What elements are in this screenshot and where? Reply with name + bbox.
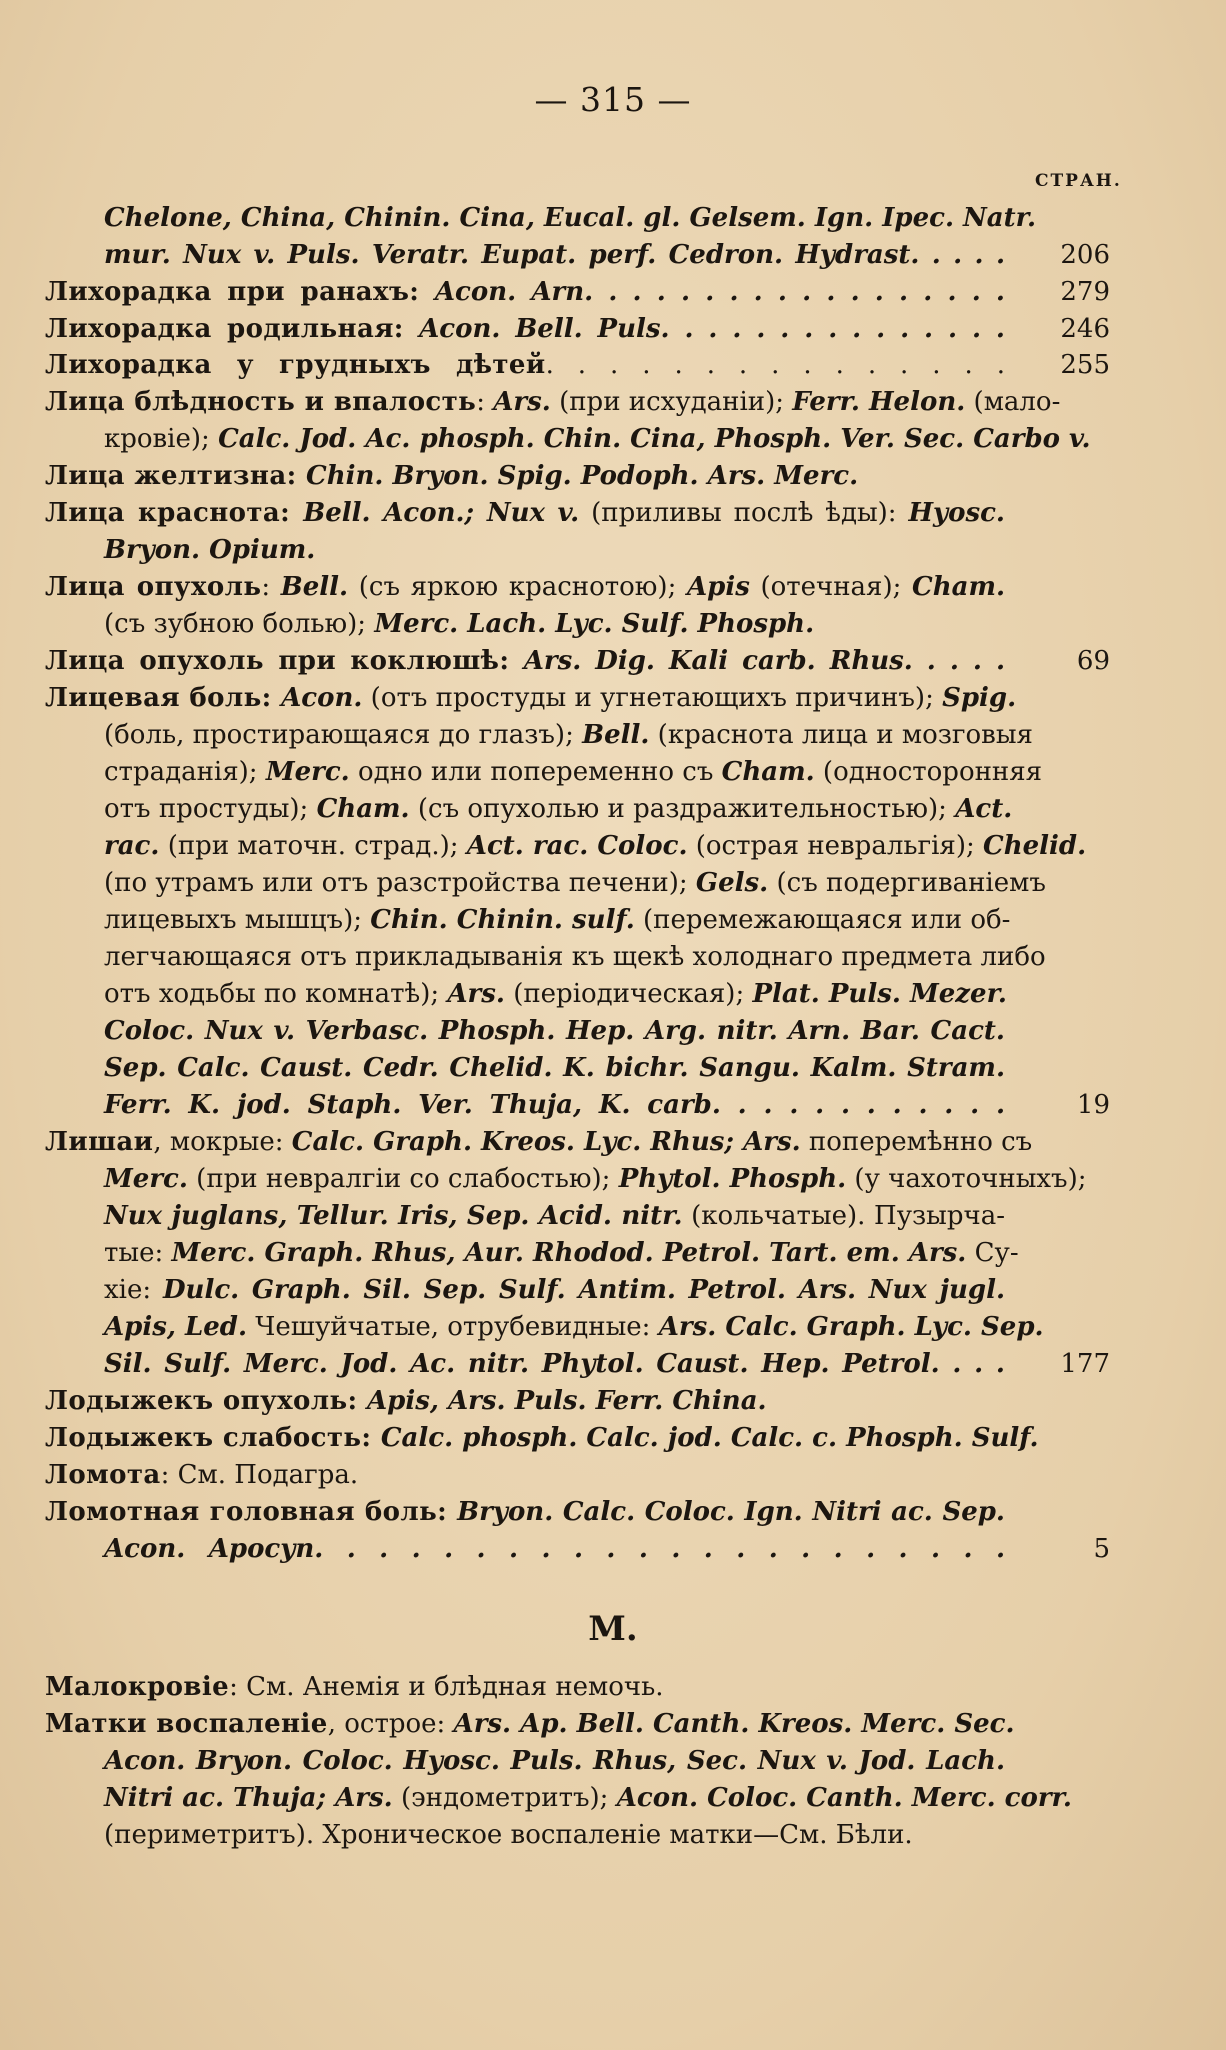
entry-heading: Лихорадка у грудныхъ дѣтей: [45, 350, 546, 380]
remedy-list: Act. rac. Coloc.: [466, 831, 688, 861]
remedy-list: Acon. Arn. . . . . . . . . . . . . . . . . .: [434, 277, 1005, 307]
entry-text: (отъ простуды и угнетающихъ причинъ);: [362, 683, 943, 713]
entry-line: [104, 1272, 1005, 1308]
entry-text: (періодическая);: [504, 979, 753, 1009]
entry-line: [45, 384, 1061, 420]
entry-heading: Лица опухоль: [45, 572, 262, 602]
page-reference: 246: [1060, 314, 1110, 344]
entry-heading: Лихорадка при ранахъ:: [45, 277, 435, 307]
entry-line: [104, 200, 1037, 236]
entry-text: страданія);: [104, 757, 266, 787]
entry-text: (по утрамъ или отъ разстройства печени);: [104, 868, 696, 898]
entry-text: (односторонняя: [814, 757, 1043, 787]
entry-text: отъ простуды);: [104, 794, 317, 824]
entry-line: [45, 1124, 1033, 1160]
entry-line: [104, 1013, 1005, 1049]
entry-line: [45, 347, 1005, 383]
entry-heading: Ломота: [45, 1460, 161, 1490]
entry-text: (при исхуданіи);: [550, 387, 793, 417]
entry-line: [104, 1161, 1087, 1197]
entry-text: (краснота лица и мозговыя: [649, 720, 1033, 750]
entry-line: [104, 1743, 1005, 1779]
remedy-list: Chin. Bryon. Spig. Podoph. Ars. Merc.: [306, 461, 859, 491]
remedy-list: Nitri ac. Thuja; Ars.: [104, 1783, 393, 1813]
entry-line: [45, 495, 1005, 531]
remedy-list: Cham.: [912, 572, 1006, 602]
entry-text: (отечная);: [749, 572, 912, 602]
entry-text: , острое:: [327, 1709, 454, 1739]
entry-line: [104, 1309, 1044, 1345]
entry-heading: Лодыжекъ опухоль:: [45, 1386, 367, 1416]
entry-line: [45, 458, 1005, 494]
entry-heading: Малокровіе: [45, 1672, 230, 1702]
remedy-list: Cham.: [721, 757, 815, 787]
remedy-list: Chelid.: [983, 831, 1087, 861]
remedy-list: Bell. Acon.; Nux v.: [303, 498, 580, 528]
entry-text: (у чахоточныхъ);: [846, 1164, 1087, 1194]
entry-line: [104, 828, 1087, 864]
remedy-list: Act.: [955, 794, 1013, 824]
entry-heading: Лицевая боль:: [45, 683, 282, 713]
entry-text: (периметритъ). Хроническое воспаленіе матки—См. Бѣли.: [104, 1820, 913, 1850]
remedy-list: Merc. Graph. Rhus, Aur. Rhodod. Petrol. Tart. em. Ars.: [171, 1238, 967, 1268]
entry-heading: Лица блѣдность и впалость: [45, 387, 477, 417]
remedy-list: Calc. Jod. Ac. phosph. Chin. Cina, Phosph. Ver. Sec. Carbo v.: [218, 424, 1091, 454]
entry-line: [104, 1235, 1019, 1271]
entry-heading: Лица желтизна:: [45, 461, 307, 491]
entry-line: [45, 1383, 1005, 1419]
entry-line: [45, 1494, 1005, 1530]
remedy-list: Calc. phosph. Calc. jod. Calc. c. Phosph. Sulf.: [380, 1423, 1039, 1453]
entry-text: лицевыхъ мышцъ);: [104, 905, 371, 935]
remedy-list: Dulc. Graph. Sil. Sep. Sulf. Antim. Petrol. Ars. Nux jugl.: [163, 1275, 1006, 1305]
entry-heading: Лишаи: [45, 1127, 154, 1157]
remedy-list: Bryon. Opium.: [104, 535, 316, 565]
entry-line: [45, 1706, 1015, 1742]
remedy-list: Merc.: [265, 757, 350, 787]
entry-text: (при маточн. страд.);: [159, 831, 467, 861]
page-reference: 206: [1060, 240, 1110, 270]
entry-heading: Лица краснота:: [45, 498, 304, 528]
entry-line: [104, 1087, 1005, 1123]
remedy-list: Sil. Sulf. Merc. Jod. Ac. nitr. Phytol. Caust. Hep. Petrol. . . .: [104, 1349, 1005, 1379]
remedy-list: Plat. Puls. Mezer.: [752, 979, 1007, 1009]
remedy-list: Ars. Ap. Bell. Canth. Kreos. Merc. Sec.: [453, 1709, 1015, 1739]
remedy-list: Ars.: [493, 387, 551, 417]
entry-line: [45, 311, 1005, 347]
entry-line: [104, 1050, 1005, 1086]
entry-line: [104, 902, 1011, 938]
entry-line: [45, 643, 1005, 679]
remedy-list: Ferr. Helon.: [792, 387, 966, 417]
remedy-list: Ars.: [447, 979, 505, 1009]
entry-text: тые:: [104, 1238, 172, 1268]
remedy-list: Acon. Coloc. Canth. Merc. corr.: [616, 1783, 1072, 1813]
remedy-list: mur. Nux v. Puls. Veratr. Eupat. perf. Cedron. Hydrast. . . . .: [104, 240, 1005, 270]
remedy-list: Chin. Chinin. sulf.: [370, 905, 635, 935]
remedy-list: Calc. Graph. Kreos. Lyc. Rhus; Ars.: [291, 1127, 801, 1157]
remedy-list: Hyosc.: [908, 498, 1005, 528]
remedy-list: Cham.: [316, 794, 410, 824]
remedy-list: Spig.: [942, 683, 1017, 713]
entry-text: (острая невральгія);: [687, 831, 983, 861]
entry-text: :: [476, 387, 494, 417]
entry-line: [104, 1346, 1005, 1382]
entry-text: (кольчатые). Пузырча-: [682, 1201, 1005, 1231]
entry-line: [45, 274, 1005, 310]
page-column-header: СТРАН.: [1035, 171, 1122, 191]
remedy-list: Apis: [686, 572, 750, 602]
entry-text: одно или попеременно съ: [349, 757, 722, 787]
entry-text: : См. Подагра.: [160, 1460, 359, 1490]
page-reference: 279: [1060, 277, 1110, 307]
page-reference: 5: [1093, 1534, 1110, 1564]
remedy-list: Phytol. Phosph.: [618, 1164, 847, 1194]
entry-line: [104, 1198, 1005, 1234]
entry-text: (съ яркою краснотою);: [348, 572, 687, 602]
entry-line: [104, 532, 1005, 568]
entry-text: отъ ходьбы по комнатѣ);: [104, 979, 448, 1009]
remedy-list: Acon.: [281, 683, 363, 713]
remedy-list: Ferr. K. jod. Staph. Ver. Thuja, K. carb. . . . . . . . . . . .: [104, 1090, 1005, 1120]
entry-line: [104, 237, 1005, 273]
entry-text: (перемежающаяся или об-: [634, 905, 1011, 935]
remedy-list: Coloc. Nux v. Verbasc. Phosph. Hep. Arg. nitr. Arn. Bar. Cact.: [104, 1016, 1005, 1046]
entry-line: [45, 1669, 1005, 1705]
entry-text: : См. Анемія и блѣдная немочь.: [229, 1672, 664, 1702]
entry-text: хіе:: [104, 1275, 163, 1305]
page-reference: 177: [1060, 1349, 1110, 1379]
entry-text: (боль, простирающаяся до глазъ);: [104, 720, 583, 750]
remedy-list: Bell.: [582, 720, 650, 750]
page-reference: 255: [1060, 350, 1110, 380]
entry-text: легчающаяся отъ прикладыванія къ щекѣ холоднаго предмета либо: [104, 942, 1046, 972]
remedy-list: Acon. Apocyn. . . . . . . . . . . . . . . . . . . . . .: [104, 1534, 1005, 1564]
remedy-list: Ars. Calc. Graph. Lyc. Sep.: [658, 1312, 1044, 1342]
entry-text: кровіе);: [104, 424, 219, 454]
remedy-list: Acon. Bell. Puls. . . . . . . . . . . . . . .: [419, 314, 1005, 344]
entry-text: (приливы послѣ ѣды):: [579, 498, 909, 528]
page-reference: 19: [1076, 1090, 1110, 1120]
entry-heading: Матки воспаленіе: [45, 1709, 328, 1739]
entry-line: [104, 717, 1033, 753]
entry-text: :: [261, 572, 281, 602]
entry-heading: Лица опухоль при коклюшѣ:: [45, 646, 524, 676]
entry-heading: Лихорадка родильная:: [45, 314, 420, 344]
entry-line: [45, 680, 1017, 716]
page-reference: 69: [1076, 646, 1110, 676]
entry-text: (съ опухолью и раздражительностью);: [409, 794, 956, 824]
entry-text: (мало-: [965, 387, 1061, 417]
entry-text: , мокрые:: [153, 1127, 292, 1157]
remedy-list: rac.: [104, 831, 160, 861]
entry-line: [104, 976, 1005, 1012]
remedy-list: Apis, Ars. Puls. Ferr. China.: [366, 1386, 767, 1416]
entry-heading: Ломотная головная боль:: [45, 1497, 458, 1527]
page-number: — 315 —: [534, 80, 692, 119]
section-letter: M.: [588, 1609, 638, 1649]
entry-line: [104, 606, 1005, 642]
entry-text: поперемѣнно съ: [800, 1127, 1033, 1157]
remedy-list: Chelone, China, Chinin. Cina, Eucal. gl. Gelsem. Ign. Ipec. Natr.: [104, 203, 1037, 233]
remedy-list: Nux juglans, Tellur. Iris, Sep. Acid. nitr.: [104, 1201, 683, 1231]
entry-text: (съ зубною болью);: [104, 609, 375, 639]
remedy-list: Bell.: [280, 572, 349, 602]
remedy-list: Merc. Lach. Lyc. Sulf. Phosph.: [374, 609, 815, 639]
entry-text: (при невралгіи со слабостью);: [187, 1164, 619, 1194]
entry-line: [45, 1457, 1005, 1493]
entry-line: [104, 754, 1043, 790]
entry-line: [104, 1780, 1072, 1816]
entry-line: [104, 1531, 1005, 1567]
entry-text: (эндометритъ);: [392, 1783, 617, 1813]
entry-text: (съ подергиваніемъ: [768, 868, 1046, 898]
entry-line: [104, 1817, 1005, 1853]
remedy-list: Sep. Calc. Caust. Cedr. Chelid. K. bichr. Sangu. Kalm. Stram.: [104, 1053, 1005, 1083]
entry-line: [104, 939, 1046, 975]
entry-heading: Лодыжекъ слабость:: [45, 1423, 381, 1453]
entry-text: Чешуйчатые, отрубевидные:: [247, 1312, 659, 1342]
entry-line: [45, 569, 1005, 605]
remedy-list: Bryon. Calc. Coloc. Ign. Nitri ac. Sep.: [457, 1497, 1005, 1527]
entry-text: . . . . . . . . . . . . . . .: [545, 350, 1005, 380]
entry-line: [104, 865, 1046, 901]
entry-text: Су-: [966, 1238, 1019, 1268]
remedy-list: Apis, Led.: [104, 1312, 248, 1342]
entry-line: [104, 421, 1091, 457]
remedy-list: Acon. Bryon. Coloc. Hyosc. Puls. Rhus, Sec. Nux v. Jod. Lach.: [104, 1746, 1005, 1776]
remedy-list: Gels.: [695, 868, 769, 898]
remedy-list: Merc.: [104, 1164, 188, 1194]
entry-line: [45, 1420, 1039, 1456]
remedy-list: Ars. Dig. Kali carb. Rhus. . . . .: [523, 646, 1005, 676]
entry-line: [104, 791, 1013, 827]
